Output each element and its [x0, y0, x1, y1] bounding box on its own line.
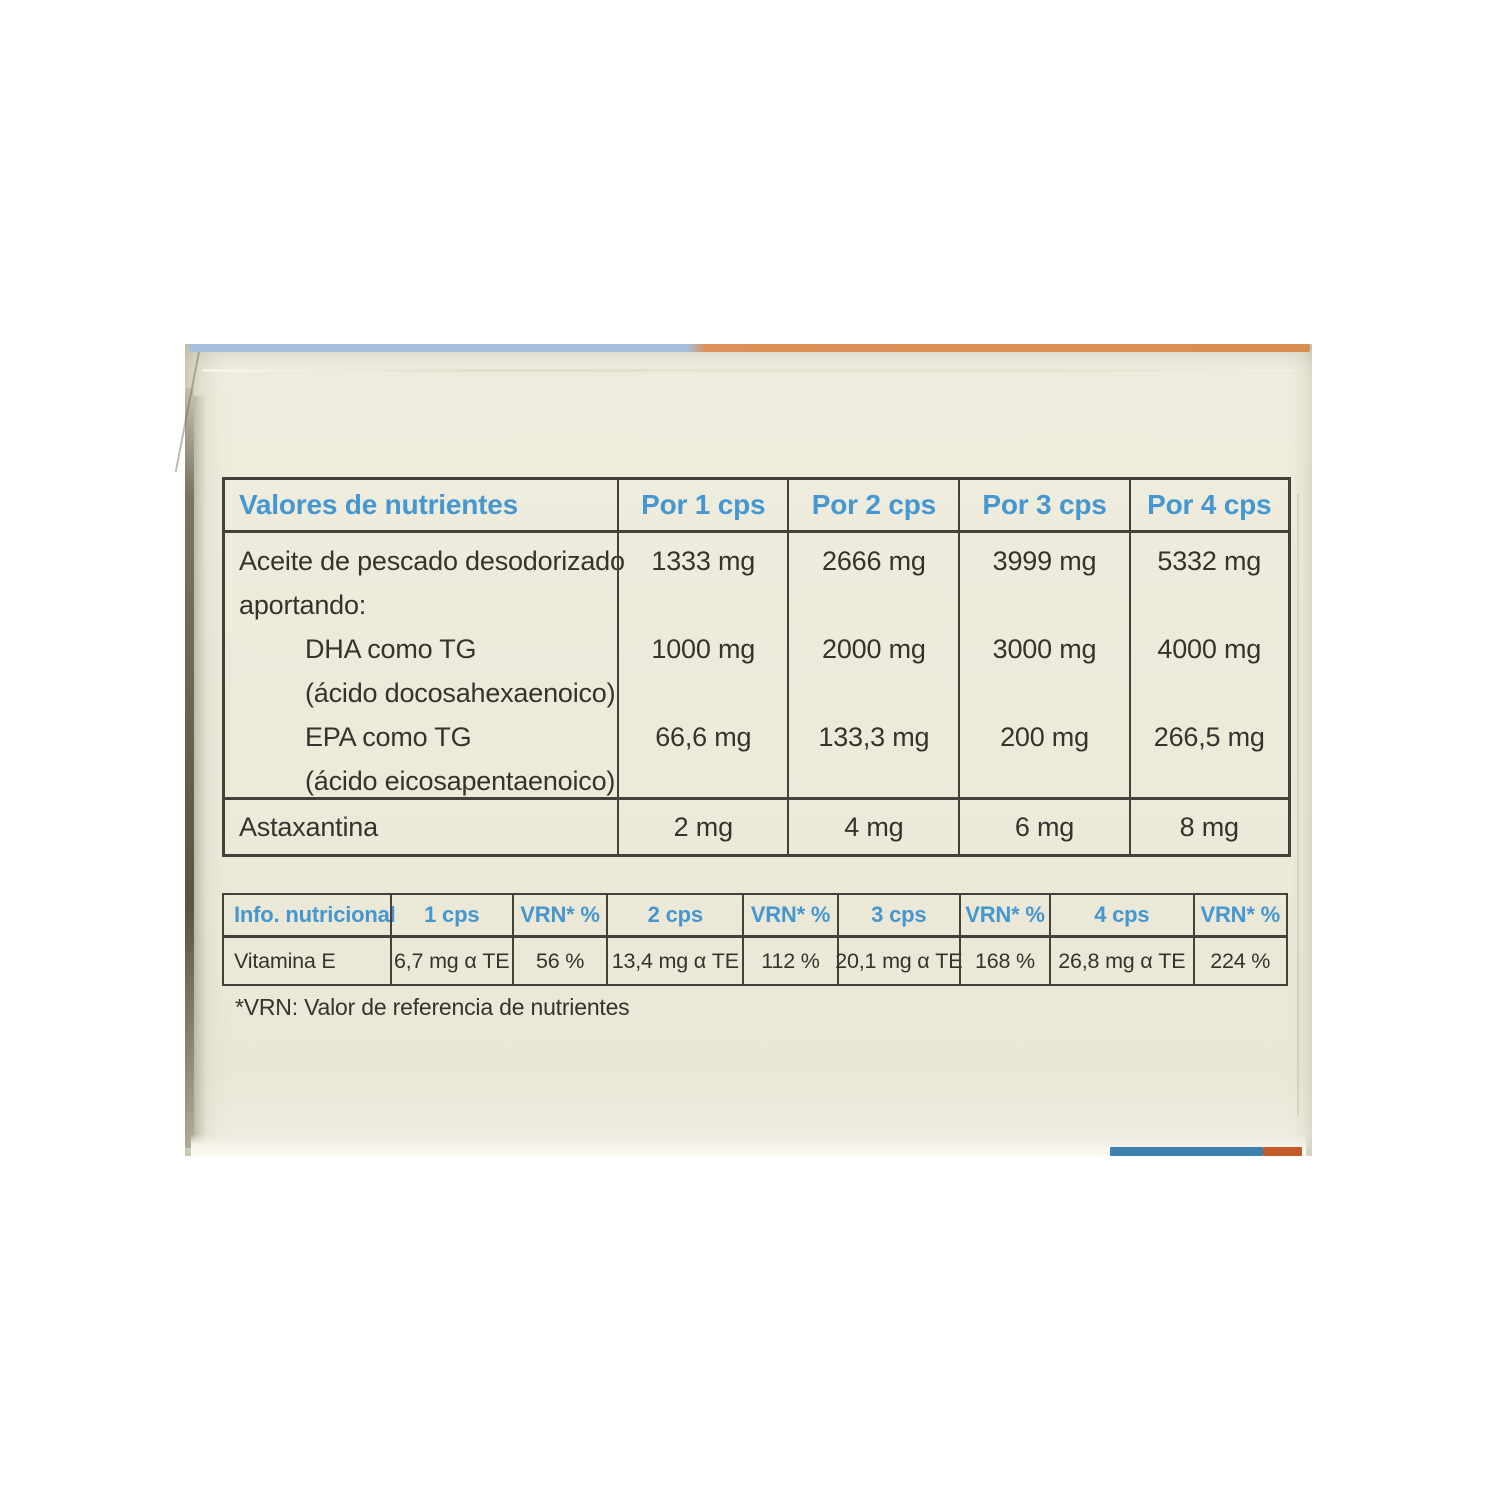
box-bottom-edge-orange-strip	[1263, 1147, 1302, 1156]
epa-label-line1: EPA como TG	[305, 722, 472, 752]
box-left-edge	[185, 388, 194, 1148]
values-col-4cps	[1129, 533, 1288, 797]
epa-value-4cps: 266,5 mg	[1153, 722, 1265, 752]
fish-oil-value-2cps: 2666 mg	[822, 546, 926, 576]
col-header-por-3-cps: Por 3 cps	[958, 480, 1128, 530]
vitamin-e-vrn-2: 112 %	[742, 938, 837, 984]
nutrient-table-main-row	[225, 533, 1288, 797]
vitamin-e-3cps: 20,1 mg α TE	[837, 938, 959, 984]
col-header-vrn-3: VRN* %	[959, 895, 1049, 935]
vitamin-e-4cps: 26,8 mg α TE	[1049, 938, 1192, 984]
fish-oil-label-line2: aportando:	[239, 590, 367, 620]
info-table-title: Info. nutricional	[234, 902, 396, 927]
vitamin-e-1cps: 6,7 mg α TE	[390, 938, 512, 984]
fish-oil-value-1cps: 1333 mg	[651, 546, 756, 576]
dha-value-4cps: 4000 mg	[1157, 634, 1262, 664]
fish-oil-label-line1: Aceite de pescado desodorizado	[239, 546, 625, 576]
col-header-por-4-cps: Por 4 cps	[1129, 480, 1288, 530]
box-top-edge-strip	[189, 344, 1310, 352]
epa-label-line2: (ácido eicosapentaenoico)	[305, 766, 616, 796]
vitamin-e-row	[224, 938, 1286, 984]
box-lid-crease	[202, 369, 1295, 372]
nutrient-values-table	[222, 477, 1291, 857]
astaxanthin-value-3cps: 6 mg	[958, 800, 1128, 854]
col-header-4cps: 4 cps	[1049, 895, 1192, 935]
info-table-header-row	[224, 895, 1286, 938]
values-col-1cps	[617, 533, 787, 797]
col-header-vrn-4: VRN* %	[1193, 895, 1286, 935]
col-header-por-1-cps: Por 1 cps	[617, 480, 787, 530]
vitamin-e-vrn-1: 56 %	[512, 938, 607, 984]
epa-value-1cps: 66,6 mg	[655, 722, 752, 752]
astaxanthin-value-1cps: 2 mg	[617, 800, 787, 854]
values-col-3cps	[958, 533, 1128, 797]
dha-value-3cps: 3000 mg	[992, 634, 1097, 664]
vitamin-e-vrn-4: 224 %	[1193, 938, 1286, 984]
dha-value-2cps: 2000 mg	[822, 634, 926, 664]
fish-oil-value-3cps: 3999 mg	[992, 546, 1097, 576]
astaxanthin-label: Astaxantina	[239, 811, 378, 842]
astaxanthin-row	[225, 797, 1288, 854]
col-header-1cps: 1 cps	[390, 895, 512, 935]
dha-label-line1: DHA como TG	[305, 634, 477, 664]
epa-value-3cps: 200 mg	[1000, 722, 1089, 752]
epa-value-2cps: 133,3 mg	[818, 722, 930, 752]
fish-oil-value-4cps: 5332 mg	[1157, 546, 1262, 576]
nutrient-labels-cell	[225, 533, 625, 797]
col-header-por-2-cps: Por 2 cps	[787, 480, 958, 530]
dha-label-line2: (ácido docosahexaenoico)	[305, 678, 616, 708]
astaxanthin-value-4cps: 8 mg	[1129, 800, 1288, 854]
col-header-3cps: 3 cps	[837, 895, 959, 935]
col-header-vrn-1: VRN* %	[512, 895, 607, 935]
vitamin-e-vrn-3: 168 %	[959, 938, 1049, 984]
nutrient-table-title: Valores de nutrientes	[239, 489, 519, 520]
box-bottom-edge-blue-strip	[1110, 1147, 1263, 1156]
nutritional-info-table	[222, 893, 1288, 986]
box-left-edge-shadow	[194, 396, 206, 1144]
vitamin-e-2cps: 13,4 mg α TE	[606, 938, 742, 984]
product-box-back-panel	[185, 344, 1312, 1156]
vitamin-e-label: Vitamina E	[234, 948, 336, 973]
box-right-crease	[1297, 494, 1299, 1116]
nutrient-table-header-row	[225, 480, 1288, 533]
astaxanthin-value-2cps: 4 mg	[787, 800, 958, 854]
values-col-2cps	[787, 533, 958, 797]
col-header-vrn-2: VRN* %	[742, 895, 837, 935]
vrn-footnote: *VRN: Valor de referencia de nutrientes	[235, 994, 630, 1020]
dha-value-1cps: 1000 mg	[651, 634, 756, 664]
col-header-2cps: 2 cps	[606, 895, 742, 935]
